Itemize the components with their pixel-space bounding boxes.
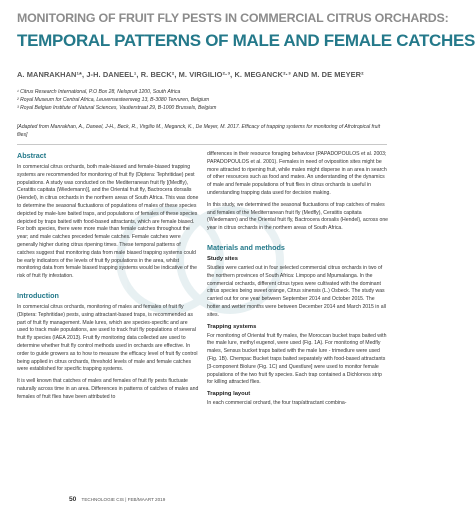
header-divider [17, 144, 387, 145]
article-kicker: MONITORING OF FRUIT FLY PESTS IN COMMERCIAL CITRUS ORCHARDS: [17, 11, 449, 25]
author-list: A. MANRAKHAN¹*, J-H. DANEEL¹, R. BECK², M. VIRGILIO²·³, K. MEGANCK²·³ AND M. DE MEYER² [17, 70, 364, 79]
adapted-citation: [Adapted from Manrakhan, A., Daneel, J-H., Beck, R., Virgilio M., Meganck, K., De Meyer, M. 2017. Efficacy of trapping systems for monitoring of Afrotropical fruit flies] [17, 124, 381, 138]
abstract-heading: Abstract [17, 151, 47, 160]
introduction-heading: Introduction [17, 290, 59, 300]
left-column [17, 151, 199, 406]
introduction-continued: differences in their resource foraging behaviour (PAPADOPOULOS et al. 2003; PAPADOPOULOS et al. 2001). Females in need of oviposition sites might be more attracted to ripening fruit, while males might disperse in an area in search of other resources such as food and mates. An understanding of the dynamics of male and female populations of fruit flies in citrus orchards is useful in understanding trapping data used for decision making. [207, 151, 387, 196]
introduction-aim: In this study, we determined the seasonal fluctuations of trap catches of males and females of the Mediterranean fruit fly (Medfly), Ceratitis capitata (Wiedemann) and the Oriental fruit fly, Bactrocera dorsalis (Hendel), across one year in citrus orchards in the northern areas of South Africa. [207, 201, 389, 232]
right-column [207, 151, 389, 412]
methods-heading: Materials and methods [207, 242, 285, 252]
introduction-paragraph-1: In commercial citrus orchards, monitoring of males and females of fruit fly (Diptera: Tephritidae) pests, using attractant-based traps, is recommended as part of fruit fly management. Male lures, which are species-specific and are used to track male populations, are used to track fruit fly populations of several fruit fly species (IAEA 2013). Fruit fly monitoring data collected are used to determine whether fruit fly control methods used in orchards are effective. In order to guide growers as to how to measure the efficacy level of fruit fly control being applied in citrus orchards, threshold levels of male and female catches were established for specific trapping systems. [17, 303, 198, 373]
study-sites-heading: Study sites [207, 255, 238, 262]
page-footer [69, 496, 309, 503]
affiliations [17, 89, 387, 112]
trapping-systems-heading: Trapping systems [207, 323, 257, 330]
article-title: TEMPORAL PATTERNS OF MALE AND FEMALE CATCHES [17, 31, 475, 50]
introduction-paragraph-2: It is well known that catches of males and females of fruit fly pests fluctuate naturally across time in an area. Differences in patterns of catches of males and females of fruit flies have been attributed to [17, 378, 199, 400]
page-number: 50 [69, 496, 77, 503]
study-sites-text: Studies were carried out in four selected commercial citrus orchards in two of the northern provinces of South Africa: Limpopo and Mpumalanga. In the commercial orchards, different citrus types were cultivated with the dominant citrus species being sweet orange, Citrus sinensis (L.) Osbeck. The study was carried out for one year between September 2014 and October 2015. The hotter and wetter months were between December 2014 and March 2015 in all sites. [207, 264, 386, 318]
trapping-layout-heading: Trapping layout [207, 391, 251, 398]
trapping-layout-text: In each commercial orchard, the four trap/attractant combina- [207, 400, 347, 407]
affiliation-1: ¹ Citrus Research International, P.O Box 28, Nelspruit 1200, South Africa [17, 89, 181, 95]
abstract-text: In commercial citrus orchards, both male-biased and female-biased trapping systems are recommended for monitoring of fruit fly (Diptera: Tephritidae) pest populations. A study was conducted on the Mediterranean fruit fly [(Medfly), Ceratitis capitata (Wiedemann)], and the Oriental fruit fly, Bactrocera dorsalis (Hendel), in citrus orchards in the northern areas of South Africa. This was done to determine the seasonal fluctuations of populations of males of these species depicted by male-lure baited traps, and populations of females of these species depicted by traps baited with food-based attractants, which are female biased. For both species, there were more male than female catches throughout the year; and male catches preceded female catches. Female catches were generally higher during citrus ripening times. These temporal patterns of catches suggest that monitoring data from male biased trapping systems could be early indicators of the levels of fruit fly populations in the area, whilst monitoring data from female biased trapping systems would be indicative of the risk of fruit fly infestation. [17, 164, 199, 280]
trapping-systems-text: For monitoring of Oriental fruit fly males, the Moroccan bucket traps baited with the male lure, methyl eugenol, were used (Fig. 1A). For monitoring of Medfly males, Sensus bucket traps baited with the male lure - trimedlure were used (Fig. 1B). Chempac Bucket traps baited separately with food-based attractants [3-component Biolure (Fig. 1C) and Questlure] were used to monitor female populations of the two fruit fly species. Each trap contained a Dichlorvos strip for killing attracted flies. [207, 332, 387, 386]
affiliation-3: ³ Royal Belgian Institute of Natural Sciences, Vautierstraat 29, B-1000 Brussels, Belgium [17, 104, 217, 111]
journal-name: TECHNOLOGIE CIS | FEB/MAART 2019 [81, 497, 166, 502]
affiliation-2: ² Royal Museum for Central Africa, Leuvensesteenweg 13, B-3080 Tervuren, Belgium [17, 96, 210, 103]
